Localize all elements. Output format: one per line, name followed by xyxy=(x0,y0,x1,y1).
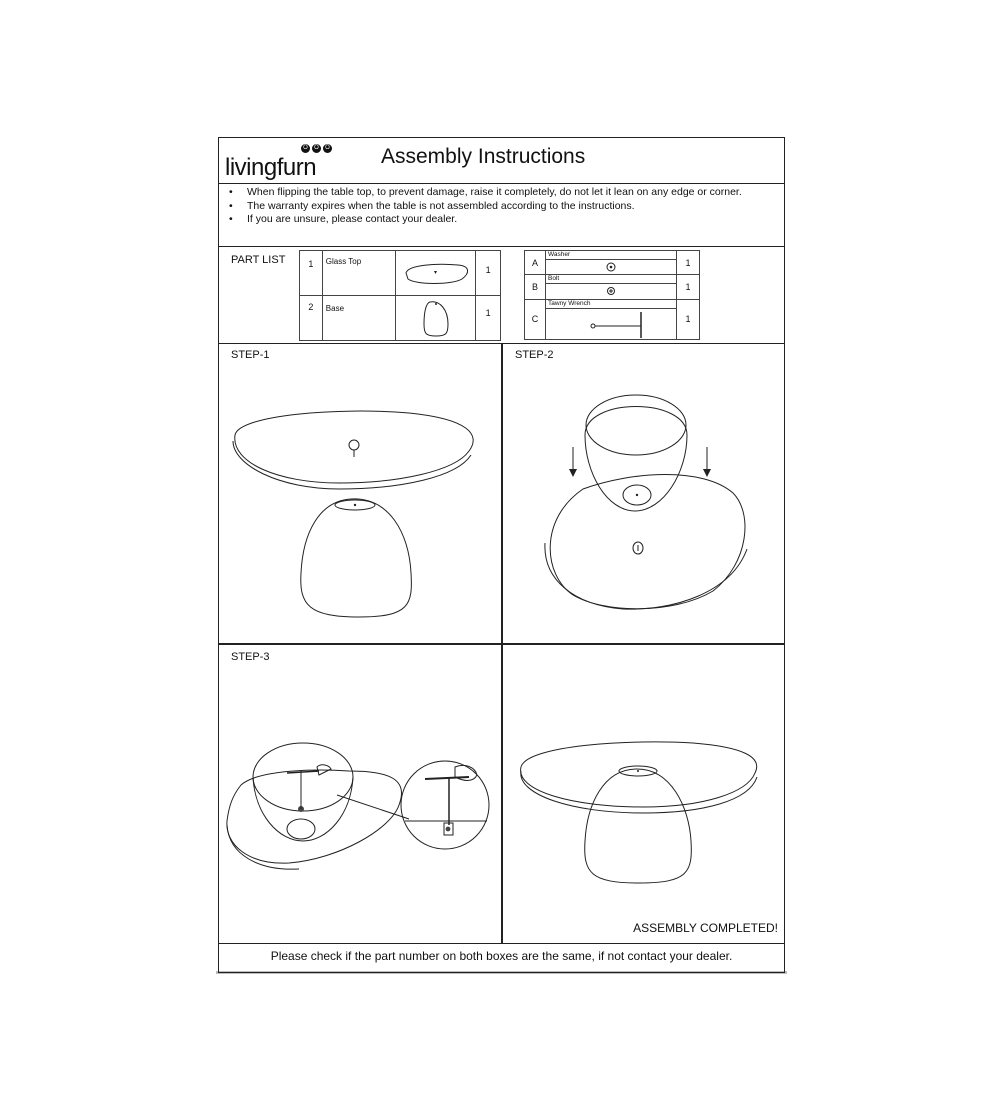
notes-section xyxy=(219,183,784,247)
table-row xyxy=(525,275,700,299)
part-number: 2 xyxy=(300,296,323,341)
completed-illustration xyxy=(503,645,786,943)
part-name: Glass Top xyxy=(322,251,395,296)
notes-list xyxy=(229,186,742,227)
step-2-illustration xyxy=(503,343,786,643)
base-icon xyxy=(396,296,476,340)
note-text: The warranty expires when the table is not assembled according to the instructions. xyxy=(247,199,635,212)
hardware-cell xyxy=(546,251,677,275)
washer-icon xyxy=(546,260,676,274)
footer-note: Please check if the part number on both boxes are the same, if not contact your dealer. xyxy=(219,943,784,973)
logo-dot: O xyxy=(312,144,321,153)
step-1-panel xyxy=(219,343,501,643)
step-3-label: STEP-3 xyxy=(231,651,270,663)
step-2-label: STEP-2 xyxy=(515,349,554,361)
logo-dot: O xyxy=(301,144,310,153)
part-image-cell xyxy=(396,296,476,341)
table-row xyxy=(300,296,501,341)
wrench-icon xyxy=(546,309,676,339)
instruction-sheet xyxy=(218,137,785,973)
part-qty: 1 xyxy=(476,251,501,296)
hardware-qty: 1 xyxy=(677,251,700,275)
part-qty: 1 xyxy=(476,296,501,341)
step-3-illustration xyxy=(219,645,501,943)
bullet: • xyxy=(229,213,233,225)
note-item xyxy=(229,213,742,227)
note-text: If you are unsure, please contact your dealer. xyxy=(247,213,458,225)
table-row xyxy=(525,251,700,275)
note-item xyxy=(229,200,742,214)
part-image-cell xyxy=(396,251,476,296)
table-row xyxy=(300,251,501,296)
step-1-label: STEP-1 xyxy=(231,349,270,361)
hardware-cell xyxy=(546,275,677,299)
hardware-letter: A xyxy=(525,251,546,275)
part-name: Base xyxy=(322,296,395,341)
note-text: When flipping the table top, to prevent damage, raise it completely, do not let it lean on any edge or corner. xyxy=(247,186,742,198)
logo-text: livingfurn xyxy=(225,154,317,181)
glass-top-icon xyxy=(396,251,476,295)
step-3-panel xyxy=(219,645,501,943)
hardware-name: Washer xyxy=(546,251,676,260)
bolt-icon xyxy=(546,284,676,298)
completed-panel xyxy=(503,645,786,943)
parts-table xyxy=(299,250,501,341)
bullet: • xyxy=(229,199,233,212)
hardware-letter: C xyxy=(525,299,546,339)
hardware-qty: 1 xyxy=(677,299,700,339)
hardware-name: Tawny Wrench xyxy=(546,300,676,309)
step-1-illustration xyxy=(219,343,501,643)
header xyxy=(219,138,784,184)
hardware-cell xyxy=(546,299,677,339)
table-row xyxy=(525,299,700,339)
logo-dot: O xyxy=(323,144,332,153)
part-list-section xyxy=(219,246,784,344)
hardware-qty: 1 xyxy=(677,275,700,299)
part-number: 1 xyxy=(300,251,323,296)
brand-logo xyxy=(225,144,345,180)
hardware-name: Bolt xyxy=(546,275,676,284)
logo-dots xyxy=(301,144,332,154)
page-title: Assembly Instructions xyxy=(381,145,586,168)
assembly-completed-text: ASSEMBLY COMPLETED! xyxy=(633,921,778,935)
part-list-label: PART LIST xyxy=(231,254,286,266)
note-item xyxy=(229,186,742,200)
hardware-letter: B xyxy=(525,275,546,299)
steps-grid xyxy=(219,343,784,943)
bullet: • xyxy=(229,186,233,198)
hardware-table xyxy=(524,250,700,340)
step-2-panel xyxy=(503,343,786,643)
